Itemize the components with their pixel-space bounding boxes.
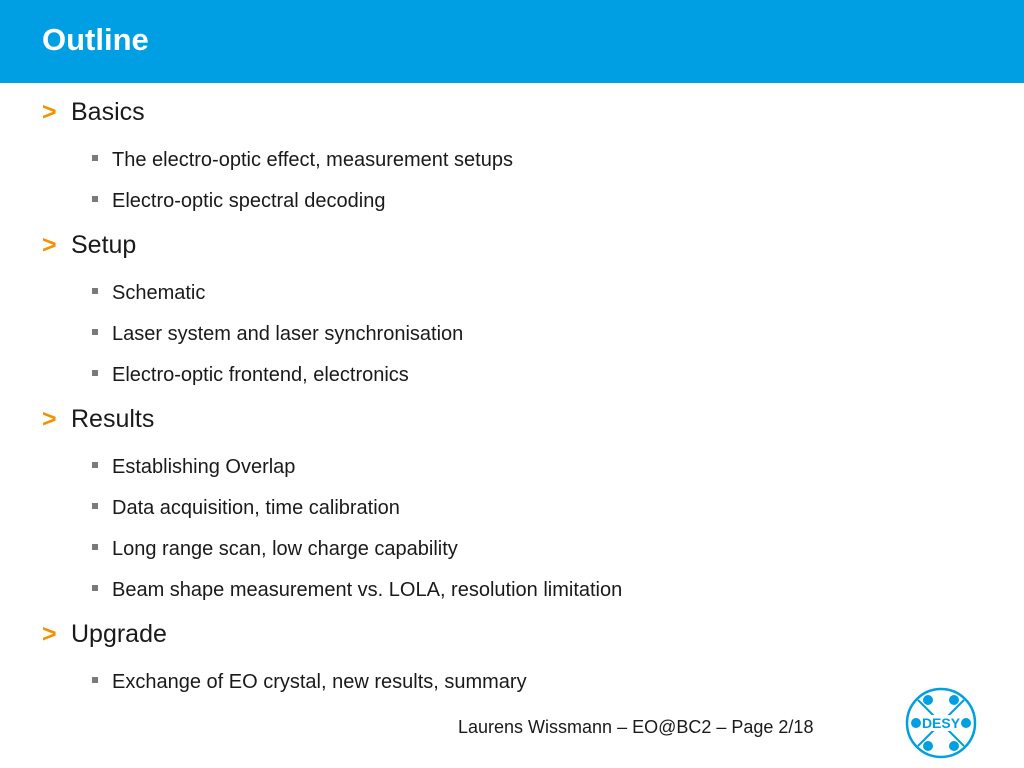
bullet-square-icon bbox=[92, 196, 98, 202]
bullet-square-icon bbox=[92, 329, 98, 335]
slide-header-bar bbox=[0, 0, 1024, 83]
section-label: Basics bbox=[71, 98, 145, 126]
list-item bbox=[92, 580, 622, 600]
logo-text: DESY bbox=[921, 715, 961, 731]
list-item-text: The electro-optic effect, measurement setups bbox=[112, 149, 513, 171]
slide-title: Outline bbox=[42, 22, 149, 57]
list-item-text: Beam shape measurement vs. LOLA, resolution limitation bbox=[112, 579, 623, 601]
bullet-square-icon bbox=[92, 544, 98, 550]
list-item bbox=[92, 539, 458, 559]
slide-footer: Laurens Wissmann – EO@BC2 – Page 2/18 bbox=[458, 717, 814, 737]
bullet-square-icon bbox=[92, 370, 98, 376]
list-item bbox=[92, 150, 513, 170]
bullet-square-icon bbox=[92, 462, 98, 468]
list-item bbox=[92, 457, 295, 477]
section-label: Results bbox=[71, 405, 155, 433]
list-item-text: Long range scan, low charge capability bbox=[112, 538, 458, 560]
section-marker: > bbox=[42, 620, 57, 648]
bullet-square-icon bbox=[92, 503, 98, 509]
section-label: Upgrade bbox=[71, 620, 167, 648]
list-item-text: Laser system and laser synchronisation bbox=[112, 323, 464, 345]
list-item-text: Electro-optic frontend, electronics bbox=[112, 364, 409, 386]
list-item-text: Data acquisition, time calibration bbox=[112, 497, 400, 519]
list-item bbox=[92, 498, 400, 518]
section-basics bbox=[42, 100, 145, 125]
list-item bbox=[92, 283, 205, 303]
list-item-text: Schematic bbox=[112, 282, 206, 304]
bullet-square-icon bbox=[92, 677, 98, 683]
bullet-square-icon bbox=[92, 585, 98, 591]
section-marker: > bbox=[42, 231, 57, 259]
list-item-text: Electro-optic spectral decoding bbox=[112, 190, 386, 212]
list-item bbox=[92, 365, 409, 385]
list-item-text: Exchange of EO crystal, new results, summary bbox=[112, 671, 527, 693]
section-marker: > bbox=[42, 405, 57, 433]
section-upgrade bbox=[42, 622, 167, 647]
list-item bbox=[92, 672, 527, 692]
list-item-text: Establishing Overlap bbox=[112, 456, 296, 478]
list-item bbox=[92, 324, 463, 344]
bullet-square-icon bbox=[92, 155, 98, 161]
section-setup bbox=[42, 233, 136, 258]
section-marker: > bbox=[42, 98, 57, 126]
bullet-square-icon bbox=[92, 288, 98, 294]
desy-logo-icon bbox=[904, 686, 978, 760]
section-label: Setup bbox=[71, 231, 137, 259]
section-results bbox=[42, 407, 154, 432]
list-item bbox=[92, 191, 385, 211]
